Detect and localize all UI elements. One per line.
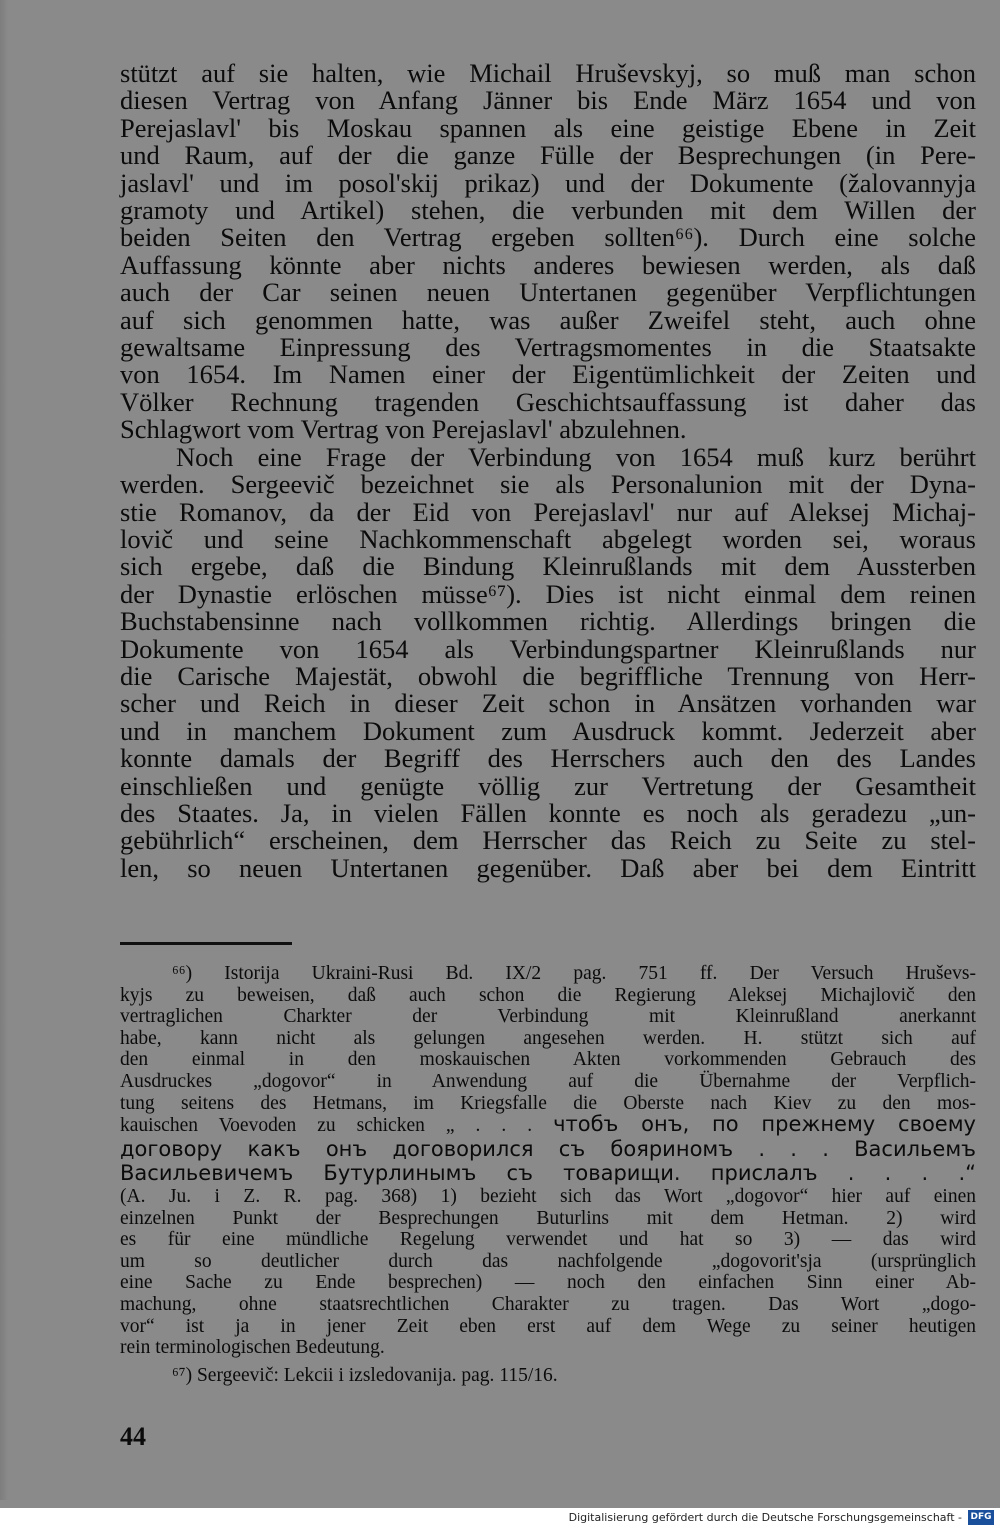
paragraph-line: und in manchem Dokument zum Ausdruck kommt. Jederzeit aber xyxy=(120,715,976,746)
paragraph-line: Schlagwort vom Vertrag von Perejaslavl' abzulehnen. xyxy=(120,414,687,445)
paragraph-line: scher und Reich in dieser Zeit schon in Ansätzen vorhanden war xyxy=(120,688,976,719)
main-text xyxy=(120,60,976,882)
paragraph-line: werden. Sergeevič bezeichnet sie als Personalunion mit der Dyna- xyxy=(120,469,976,500)
paragraph-1 xyxy=(120,60,976,444)
paragraph-line: Buchstabensinne nach vollkommen richtig. Allerdings bringen die xyxy=(120,606,976,637)
paragraph-line: stie Romanov, da der Eid von Perejaslavl' nur auf Aleksej Michaj- xyxy=(120,496,976,527)
footnote-line: habe, kann nicht als gelungen angesehen werden. H. stützt sich auf xyxy=(120,1027,976,1049)
footnote-line: Ausdruckes „dogovor“ in Anwendung auf die Übernahme der Verpflich- xyxy=(120,1070,976,1092)
paragraph-line: Dokumente von 1654 als Verbindungspartner Kleinrußlands nur xyxy=(120,633,976,664)
paragraph-line: auf sich genommen hatte, was außer Zweifel steht, auch ohne xyxy=(120,304,976,335)
footnote-line: eine Sache zu Ende besprechen) — noch den einfachen Sinn einer Ab- xyxy=(120,1272,976,1294)
footnote-line: machung, ohne staatsrechtlichen Charakter zu tragen. Das Wort „dogo- xyxy=(120,1293,976,1315)
footnote-line: vertraglichen Charkter der Verbindung mit Kleinrußland anerkannt xyxy=(120,1006,976,1028)
footnote-line: es für eine mündliche Regelung verwendet und hat so 3) — das wird xyxy=(120,1229,976,1251)
footnote-cyrillic-line: договору какъ онъ договорился съ бояриномъ . . . Васильемъ xyxy=(120,1136,976,1161)
footnote-66 xyxy=(120,963,976,1359)
paragraph-line: der Dynastie erlöschen müsse⁶⁷). Dies ist nicht einmal dem reinen xyxy=(120,578,976,609)
footnote-67 xyxy=(120,1365,976,1387)
paragraph-line: diesen Vertrag von Anfang Jänner bis Ende März 1654 und von xyxy=(120,85,976,116)
paragraph-line: beiden Seiten den Vertrag ergeben sollten⁶⁶). Durch eine solche xyxy=(120,222,976,253)
footnote-latin-fragment: kauischen Voevoden zu schicken „ . . . xyxy=(120,1115,554,1137)
paragraph-line: len, so neuen Untertanen gegenüber. Daß aber bei dem Eintritt xyxy=(120,852,976,883)
paragraph-line: gramoty und Artikel) stehen, die verbunden mit dem Willen der xyxy=(120,195,976,226)
footnote-line: tung seitens des Hetmans, im Kriegsfalle die Oberste nach Kiev zu den mos- xyxy=(120,1092,976,1114)
paragraph-line: Perejaslavl' bis Moskau spannen als eine geistige Ebene in Zeit xyxy=(120,112,976,143)
paragraph-line: Völker Rechnung tragenden Geschichtsauffassung ist daher das xyxy=(120,386,976,417)
footnote-line xyxy=(120,1114,976,1137)
footnote-67-text: ⁶⁷) Sergeevič: Lekcii i izsledovanija. pag. 115/16. xyxy=(172,1364,558,1386)
scan-edge-shadow xyxy=(0,0,8,1500)
footnote-line: rein terminologischen Bedeutung. xyxy=(120,1337,385,1359)
paragraph-line: stützt auf sie halten, wie Michail Hruševskyj, so muß man schon xyxy=(120,58,976,88)
paragraph-line: des Staates. Ja, in vielen Fällen konnte es noch als geradezu „un- xyxy=(120,797,976,828)
paragraph-line: von 1654. Im Namen einer der Eigentümlichkeit der Zeiten und xyxy=(120,359,976,390)
paragraph-line: Auffassung könnte aber nichts anderes bewiesen werden, als daß xyxy=(120,249,976,280)
footnote-separator-rule xyxy=(120,942,292,945)
paragraph-line: gewaltsame Einpressung des Vertragsmomentes in die Staatsakte xyxy=(120,332,976,363)
paragraph-line: Noch eine Frage der Verbindung von 1654 muß kurz berührt xyxy=(176,441,976,472)
dfg-logo: DFG xyxy=(968,1510,994,1525)
footnote-line: ⁶⁶) Istorija Ukraini-Rusi Bd. IX/2 pag. 751 ff. Der Versuch Hruševs- xyxy=(172,963,976,984)
footnote-line: vor“ ist ja in jener Zeit eben erst auf dem Wege zu seiner heutigen xyxy=(120,1315,976,1337)
paragraph-2 xyxy=(120,441,976,883)
footnote-line: um so deutlicher durch das nachfolgende „dogovorit'sja (ursprünglich xyxy=(120,1250,976,1272)
footnote-cyrillic-line: Васильевичемъ Бутурлинымъ съ товарищи. прислалъ . . . .“ xyxy=(120,1161,976,1186)
footnote-line: kyjs zu beweisen, daß auch schon die Regierung Aleksej Michajlovič den xyxy=(120,984,976,1006)
dfg-credit-text: Digitalisierung gefördert durch die Deutsche Forschungsgemeinschaft - xyxy=(568,1511,962,1524)
paragraph-line: lovič und seine Nachkommenschaft abgelegt worden sei, woraus xyxy=(120,523,976,554)
paragraph-line: konnte damals der Begriff des Herrschers auch den des Landes xyxy=(120,743,976,774)
paragraph-line: die Carische Majestät, obwohl die begriffliche Trennung von Herr- xyxy=(120,660,976,691)
footnote-line: den einmal in den moskauischen Akten vorkommenden Gebrauch des xyxy=(120,1049,976,1071)
paragraph-line: auch der Car seinen neuen Untertanen gegenüber Verpflichtungen xyxy=(120,277,976,308)
paragraph-line: sich ergebe, daß die Bindung Kleinrußlands mit dem Aussterben xyxy=(120,551,976,582)
footnote-line: (A. Ju. i Z. R. pag. 368) 1) bezieht sich das Wort „dogovor“ hier auf einen xyxy=(120,1185,976,1207)
paragraph-line: und Raum, auf der die ganze Fülle der Besprechungen (in Pere- xyxy=(120,140,976,171)
footnote-cyrillic-fragment: чтобъ онъ, по прежнему своему xyxy=(553,1112,976,1137)
paragraph-line: gebührlich“ erscheinen, dem Herrscher das Reich zu Seite zu stel- xyxy=(120,825,976,856)
paragraph-line: jaslavl' und im posol'skij prikaz) und der Dokumente (žalovannyja xyxy=(120,167,976,198)
footnote-line: einzelnen Punkt der Besprechungen Buturlins mit dem Hetman. 2) wird xyxy=(120,1207,976,1229)
page-number: 44 xyxy=(120,1422,146,1451)
footnotes xyxy=(120,963,976,1386)
paragraph-line: einschließen und genügte völlig zur Vertretung der Gesamtheit xyxy=(120,770,976,801)
